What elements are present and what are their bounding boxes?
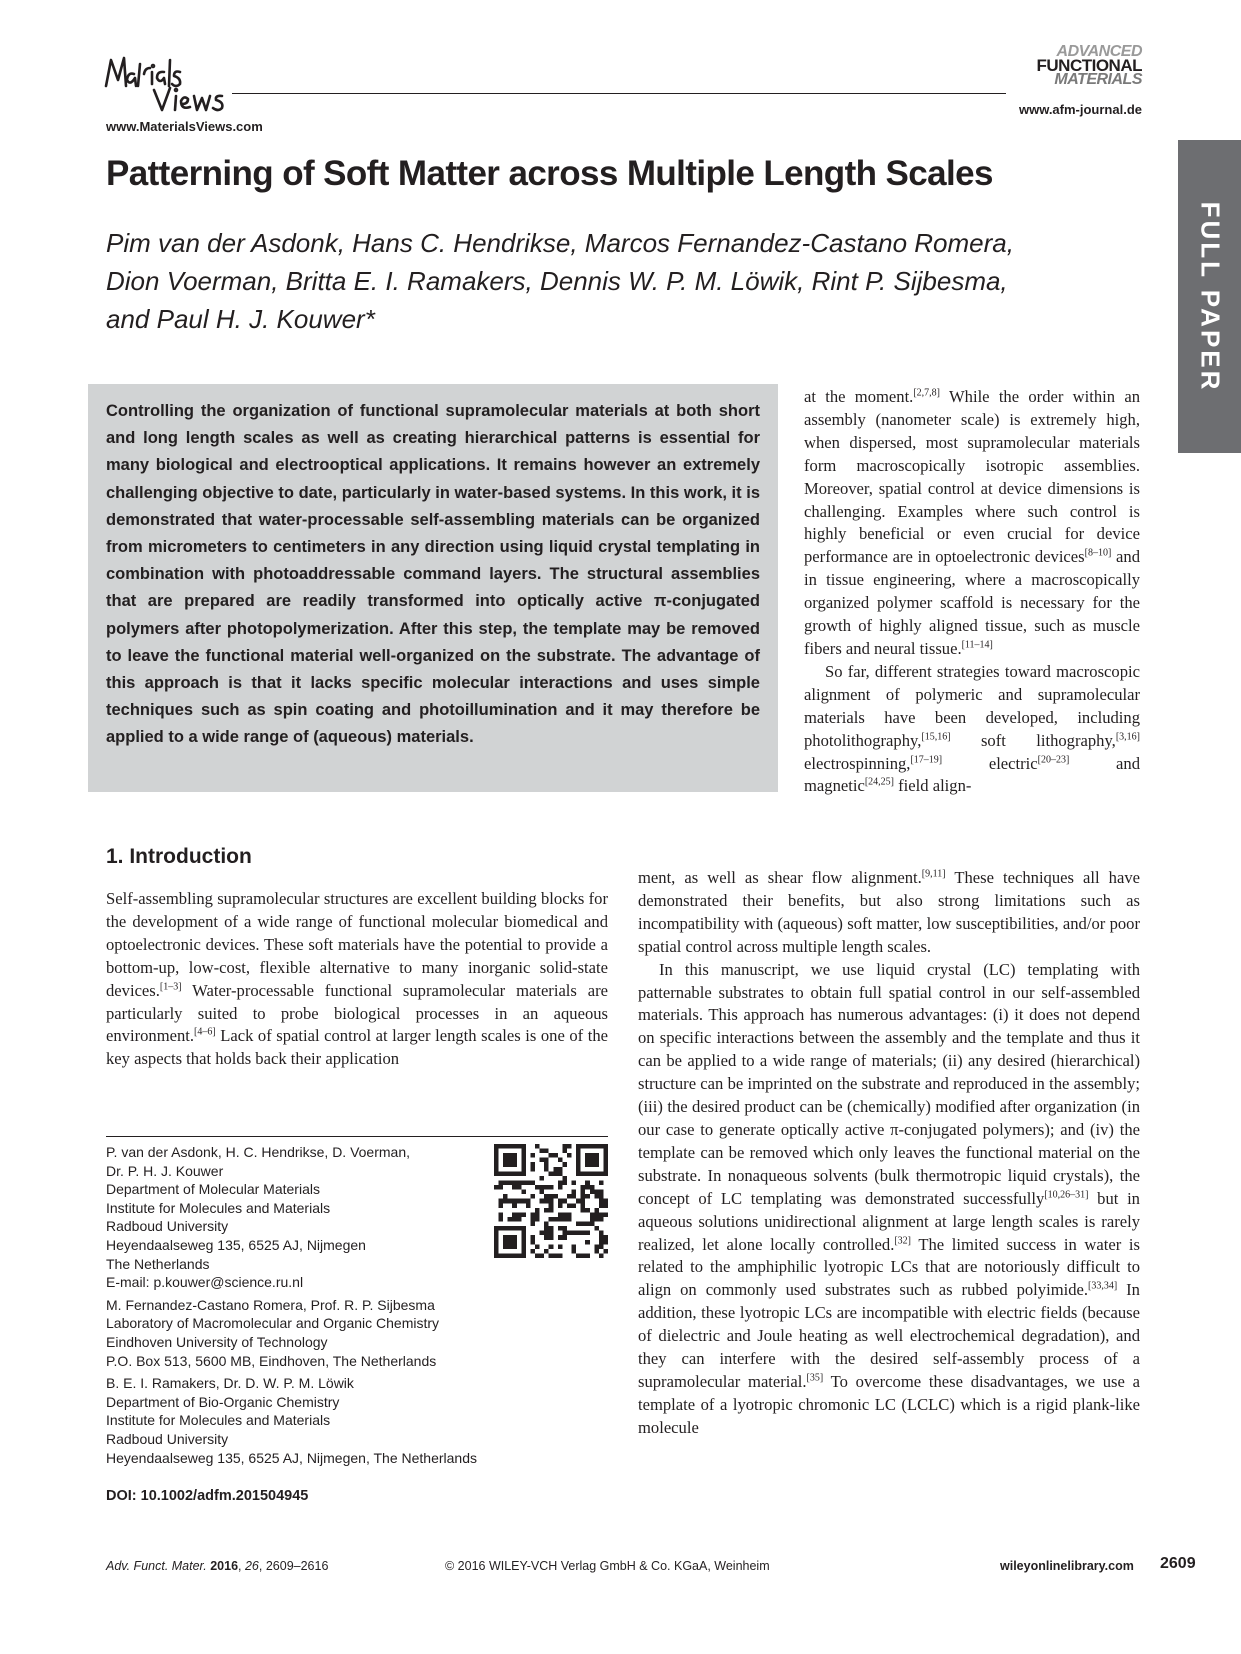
author-line: and Paul H. J. Kouwer* xyxy=(106,304,375,334)
qr-code-icon[interactable] xyxy=(494,1144,608,1258)
left-column-body xyxy=(106,888,608,1071)
page-number: 2609 xyxy=(1160,1555,1196,1572)
citation-ref[interactable]: [35] xyxy=(806,1372,824,1384)
right-column-top xyxy=(804,386,1140,798)
affiliation-line: The Netherlands xyxy=(106,1255,210,1272)
affiliation-line: P.O. Box 513, 5600 MB, Eindhoven, The Netherlands xyxy=(106,1352,437,1369)
affiliation-line: M. Fernandez-Castano Romera, Prof. R. P. Sijbesma xyxy=(106,1296,435,1313)
affiliation-line: Department of Molecular Materials xyxy=(106,1181,320,1198)
affiliation-line: Institute for Molecules and Materials xyxy=(106,1412,331,1429)
footer-copyright: © 2016 WILEY-VCH Verlag GmbH & Co. KGaA, Weinheim xyxy=(445,1559,770,1573)
author-line: Dion Voerman, Britta E. I. Ramakers, Dennis W. P. M. Löwik, Rint P. Sijbesma, xyxy=(106,266,1008,296)
citation-ref[interactable]: [15,16] xyxy=(921,731,951,743)
materials-views-logo xyxy=(104,50,232,114)
email-link[interactable]: E-mail: p.kouwer@science.ru.nl xyxy=(106,1274,304,1291)
author-line: Pim van der Asdonk, Hans C. Hendrikse, Marcos Fernandez-Castano Romera, xyxy=(106,228,1014,258)
author-list xyxy=(106,224,1166,338)
citation-ref[interactable]: [32] xyxy=(894,1234,912,1246)
footer-volume: 26 xyxy=(244,1559,259,1573)
affiliation-line: Institute for Molecules and Materials xyxy=(106,1199,331,1216)
affiliation-line: Eindhoven University of Technology xyxy=(106,1333,328,1350)
citation-ref[interactable]: [4–6] xyxy=(194,1026,216,1038)
citation-ref[interactable]: [2,7,8] xyxy=(913,387,941,399)
citation-ref[interactable]: [33,34] xyxy=(1088,1280,1118,1292)
doi[interactable]: DOI: 10.1002/adfm.201504945 xyxy=(106,1488,309,1504)
footer-pages: , 2609–2616 xyxy=(258,1559,329,1573)
right-column-body xyxy=(638,867,1140,1440)
journal-logo-line: FUNCTIONAL xyxy=(1036,56,1142,75)
affiliation-line: Department of Bio-Organic Chemistry xyxy=(106,1393,340,1410)
affiliation-rule xyxy=(106,1136,608,1137)
affiliation-line: Radboud University xyxy=(106,1218,229,1235)
affiliation-block xyxy=(106,1296,576,1370)
citation-ref[interactable]: [24,25] xyxy=(864,776,894,788)
citation-ref[interactable]: [20–23] xyxy=(1037,753,1070,765)
citation-ref[interactable]: [3,16] xyxy=(1115,731,1140,743)
affiliation-line: Heyendaalseweg 135, 6525 AJ, Nijmegen xyxy=(106,1236,366,1253)
footer-citation: Adv. Funct. Mater. 2016, 26, 2609–2616 xyxy=(106,1559,329,1573)
footer-journal-name: Adv. Funct. Mater. xyxy=(106,1559,207,1573)
paragraph: In this manuscript, we use liquid crystal (LC) templating with patternable substrates to obtain full spatial control in our self-assembled materials. This approach has numerous advantages: (i) it does not depend on specific interactions between the assembly and the template and thus it can be applied to a wide range of materials; (ii) any desired (hierarchical) structure can be imprinted on the substrate and reproduced in the assembly; (iii) the desired product can be (chemically) modified after organization (in our case to generate optically active π-conjugated polymers); and (iv) the template can be removed which only leaves the functional material on the substrate. In nonaqueous solvents (bulk thermotropic liquid crystals), the concept of LC templating was demonstrated successfully[10,26–31] but in aqueous solutions unidirectional alignment at large length scales is rarely realized, let alone locally controlled.[32] The limited success in water is related to the amphiphilic lyotropic LCs that are notoriously difficult to align on commonly used substrates such as rubbed polyimide.[33,34] In addition, these lyotropic LCs are incompatible with electric fields (because of dielectric and Joule heating as well electrochemical degradation), and they can interfere with the desired self-assembly process of a supramolecular material.[35] To overcome these disadvantages, we use a template of a lyotropic chromonic LC (LCLC) which is a rigid plank-like molecule xyxy=(638,959,1140,1437)
paragraph: So far, different strategies toward macroscopic alignment of polymeric and supramolecular materials have been developed, including photolithography,[15,16] soft lithography,[3,16] electrospinning,[17–19] electric[20–23] and magnetic[24,25] field align- xyxy=(804,661,1140,796)
journal-logo-line: MATERIALS xyxy=(1054,71,1142,88)
section-heading: 1. Introduction xyxy=(106,845,252,868)
affiliation-line: Dr. P. H. J. Kouwer xyxy=(106,1162,224,1179)
svg-text:Materials Views: Materials Views xyxy=(104,50,111,51)
citation-ref[interactable]: [10,26–31] xyxy=(1044,1189,1089,1201)
affiliation-line: Heyendaalseweg 135, 6525 AJ, Nijmegen, The Netherlands xyxy=(106,1449,477,1466)
section-tab xyxy=(1178,140,1241,453)
abstract-text: Controlling the organization of functional supramolecular materials at both short and long length scales as well as creating hierarchical patterns is essential for many biological and electrooptical applications. It remains however an extremely challenging objective to date, particularly in water-based systems. In this work, it is demonstrated that water-processable self-assembling materials can be organized from micrometers to centimeters in any direction using liquid crystal templating in combination with photoaddressable command layers. The structural assemblies that are prepared are readily transformed into optically active π-conjugated polymers after photopolymerization. After this step, the template may be removed to leave the functional material well-organized on the substrate. The advantage of this approach is that it lacks specific molecular interactions and uses simple techniques such as spin coating and photoillumination and it may therefore be applied to a wide range of (aqueous) materials. xyxy=(106,402,760,747)
affiliation-line: Laboratory of Macromolecular and Organic Chemistry xyxy=(106,1315,440,1332)
paragraph: at the moment.[2,7,8] While the order within an assembly (nanometer scale) is extremely high, when dispersed, most supramolecular materials form macroscopically isotropic assemblies. Moreover, spatial control at device dimensions is challenging. Examples where such control is highly beneficial or even crucial for device performance are in optoelectronic devices[8–10] and in tissue engineering, where a macroscopically organized polymer scaffold is necessary for the growth of highly aligned tissue, such as muscle fibers and neural tissue.[11–14] xyxy=(804,387,1141,658)
footer-year: 2016 xyxy=(210,1559,239,1573)
paragraph: ment, as well as shear flow alignment.[9,11] These techniques all have demonstrated their benefits, but also strong limitations such as incompatibility with (aqueous) soft matter, low susceptibilities, and/or poor spatial control across multiple length scales. xyxy=(638,868,1140,956)
footer-url[interactable]: wileyonlinelibrary.com xyxy=(1000,1559,1134,1573)
affiliation-line: P. van der Asdonk, H. C. Hendrikse, D. Voerman, xyxy=(106,1144,411,1160)
header-rule xyxy=(232,93,1006,94)
article-title: Patterning of Soft Matter across Multiple Length Scales xyxy=(106,154,993,193)
abstract-box xyxy=(88,384,778,792)
citation-ref[interactable]: [17–19] xyxy=(910,753,943,765)
affiliation-line: Radboud University xyxy=(106,1430,229,1447)
journal-url[interactable]: www.afm-journal.de xyxy=(1018,102,1142,117)
section-tab-label: FULL PAPER xyxy=(1195,201,1225,392)
affiliation-line: B. E. I. Ramakers, Dr. D. W. P. M. Löwik xyxy=(106,1375,354,1392)
citation-ref[interactable]: [9,11] xyxy=(921,868,946,880)
publisher-url[interactable]: www.MaterialsViews.com xyxy=(106,119,263,134)
citation-ref[interactable]: [1–3] xyxy=(159,981,182,993)
citation-ref[interactable]: [11–14] xyxy=(961,639,993,651)
paragraph: Self-assembling supramolecular structures are excellent building blocks for the development of a wide range of functional molecular biomedical and optoelectronic devices. These soft materials have the potential to provide a bottom-up, low-cost, flexible alternative to many inorganic solid-state devices.[1–3] Water-processable functional supramolecular materials are particularly suited to probe biological processes in an aqueous environment.[4–6] Lack of spatial control at larger length scales is one of the key aspects that holds back their application xyxy=(106,889,608,1069)
journal-logo-line: ADVANCED xyxy=(1056,43,1142,60)
affiliation-block xyxy=(106,1374,576,1467)
journal-logo xyxy=(1010,45,1142,87)
citation-ref[interactable]: [8–10] xyxy=(1084,547,1112,559)
